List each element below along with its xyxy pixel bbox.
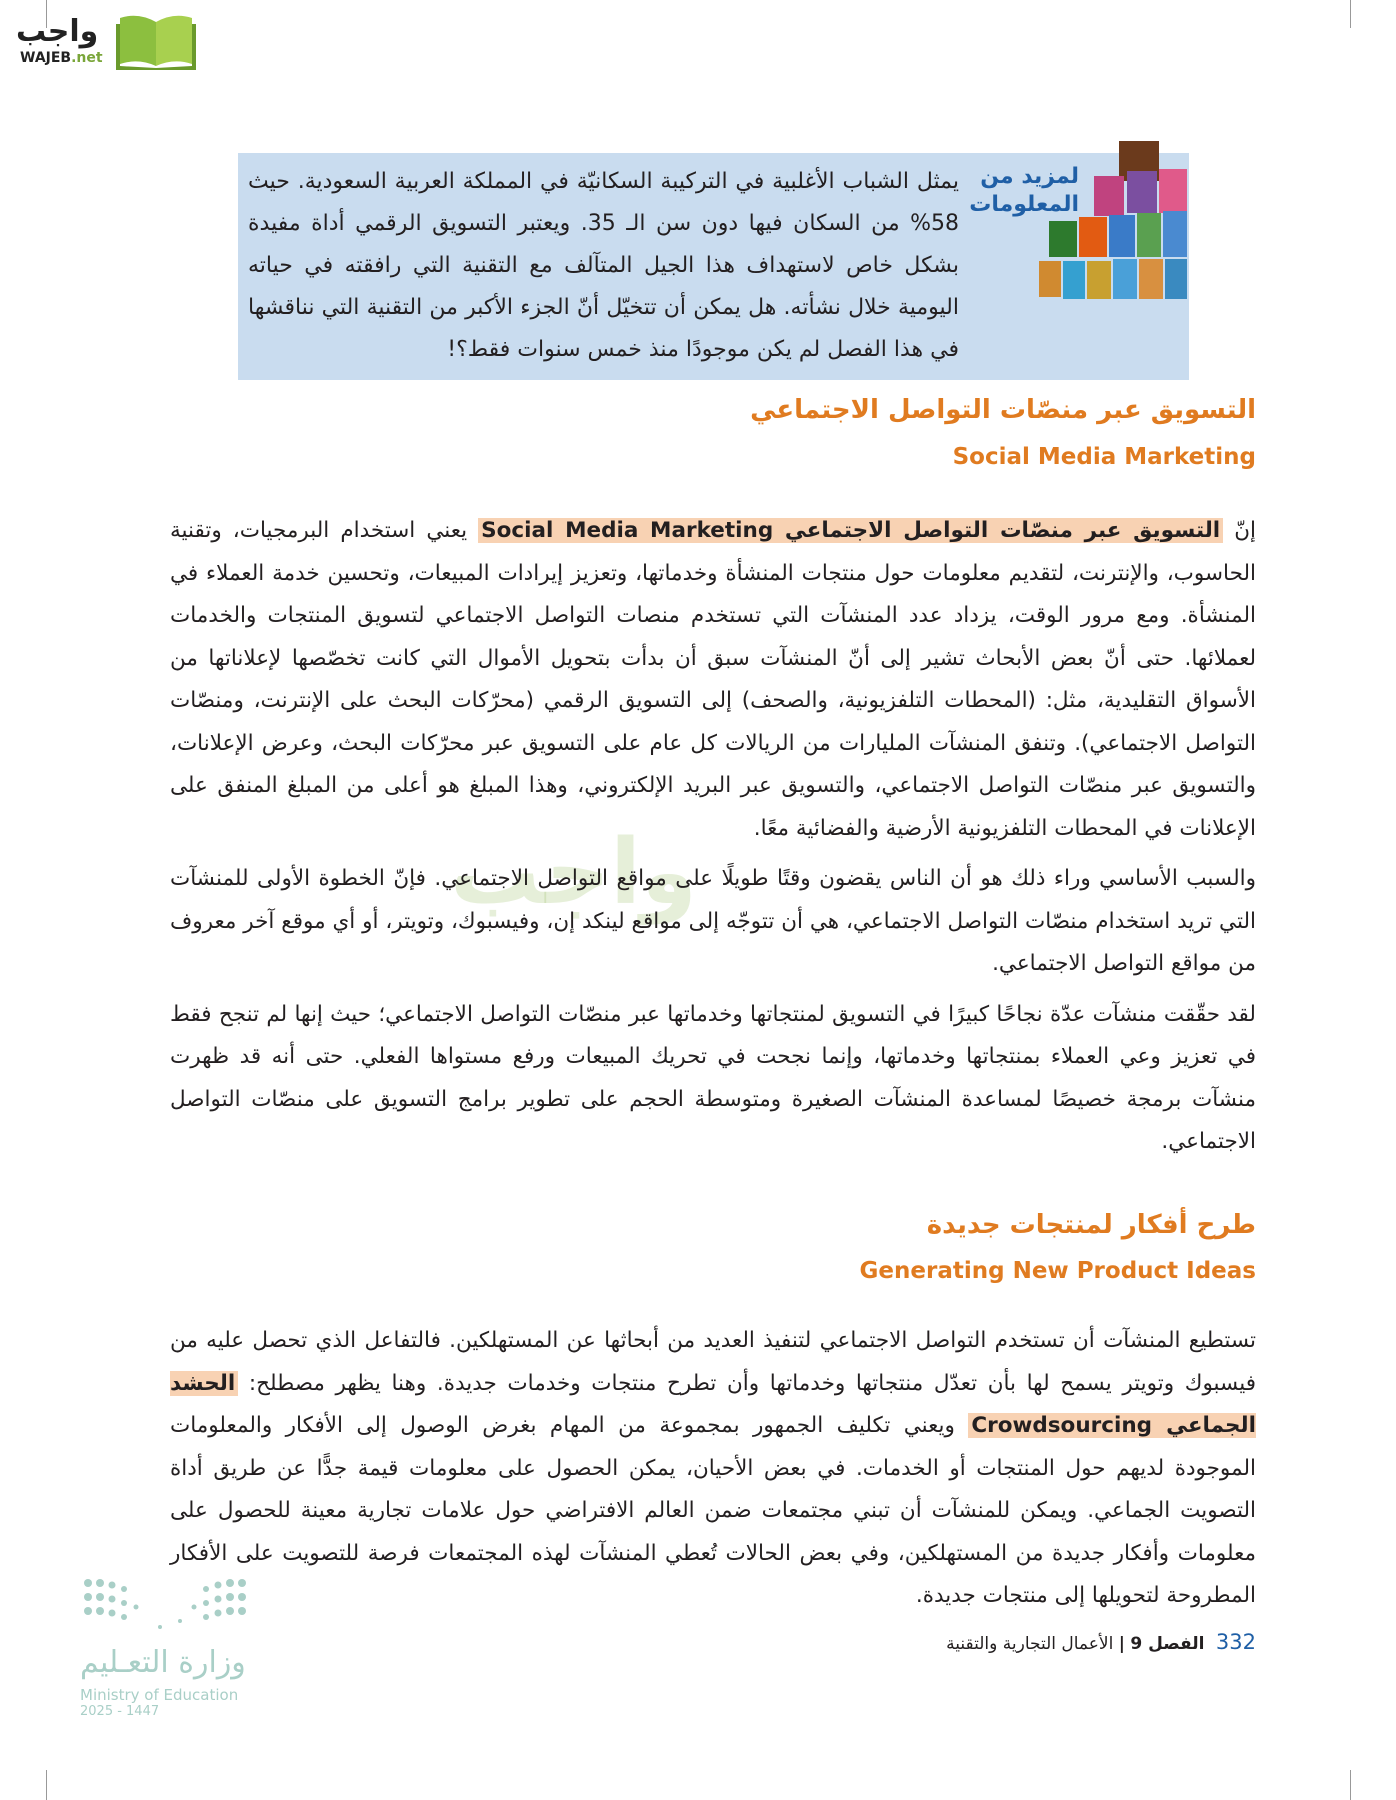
logo-arabic: واجب — [16, 14, 99, 49]
term-highlight: الحشد الجماعي Crowdsourcing — [170, 1370, 1256, 1438]
section-title-arabic: طرح أفكار لمنتجات جديدة — [926, 1210, 1256, 1240]
more-info-box — [238, 153, 1189, 380]
paragraph: لقد حقّقت منشآت عدّة نجاحًا كبيرًا في التسويق لمنتجاتها وخدماتها عبر منصّات التواصل الاجتماعي؛ حيث إنها لم تنجح فقط في تعزيز وعي العملاء بمنتجاتها وخدماتها، وإنما نجحت في تحريك المبيعات ورفع مستواها الفعلي. حتى أنه قد ظهرت منشآت برمجة خصيصًا لمساعدة المنشآت الصغيرة ومتوسطة الحجم على تطوير برامج التسويق على منصّات التواصل الاجتماعي. — [170, 1001, 1256, 1154]
page-number: 332 — [1215, 1630, 1256, 1654]
term-highlight: التسويق عبر منصّات التواصل الاجتماعي Social Media Marketing — [478, 518, 1223, 543]
section-body — [170, 1320, 1256, 1626]
crop-mark — [1350, 0, 1351, 28]
paragraph: تستطيع المنشآت أن تستخدم التواصل الاجتماعي لتنفيذ العديد من أبحاثها عن المستهلكين. فالتفاعل الذي تحصل عليه من فيسبوك وتويتر يسمح لها بأن تعدّل منتجاتها وخدماتها وأن تطرح منتجات وخدمات جديدة. وهنا يظهر مصطلح: الحشد الجماعي Crowdsourcing ويعني تكليف الجمهور بمجموعة من المهام بغرض الوصول إلى الأفكار والمعلومات الموجودة لديهم حول المنتجات أو الخدمات. في بعض الأحيان، يمكن الحصول على معلومات قيمة جدًّا عن طريق أداة التصويت الجماعي. ويمكن للمنشآت أن تبني مجتمعات ضمن العالم الافتراضي حول علامات تجارية معينة للحصول على معلومات وأفكار جديدة من المستهلكين، وفي بعض الحالات تُعطي المنشآت لهذه المجتمعات فرصة للتصويت على الأفكار المطروحة لتحويلها إلى منتجات جديدة. — [170, 1328, 1256, 1608]
chapter-label: الفصل 9 — [1130, 1634, 1205, 1654]
section-title-english: Generating New Product Ideas — [859, 1258, 1256, 1284]
ministry-dots-icon — [80, 1575, 250, 1635]
crop-mark — [46, 1770, 47, 1800]
ministry-name-english: Ministry of Education — [80, 1686, 239, 1704]
section-title-arabic: التسويق عبر منصّات التواصل الاجتماعي — [750, 395, 1256, 425]
wajeb-logo[interactable] — [8, 6, 193, 68]
watermark: واجب — [450, 820, 697, 925]
logo-latin: WAJEB.net — [20, 50, 103, 66]
ministry-logo — [80, 1575, 255, 1719]
book-icon — [116, 12, 196, 70]
section-body — [170, 510, 1256, 1172]
chapter-title: الأعمال التجارية والتقنية — [946, 1634, 1114, 1654]
ministry-year: 2025 - 1447 — [80, 1704, 160, 1719]
section-title-english: Social Media Marketing — [952, 444, 1256, 470]
ministry-name-arabic: وزارة التعـليم — [80, 1645, 246, 1680]
paragraph: والسبب الأساسي وراء ذلك هو أن الناس يقضون وقتًا طويلًا على مواقع التواصل الاجتماعي. فإنّ الخطوة الأولى للمنشآت التي تريد استخدام منصّات التواصل الاجتماعي، هي أن تتوجّه إلى مواقع لينكد إن، وفيسبوك، وتويتر، أو أي موقع آخر معروف من مواقع التواصل الاجتماعي. — [170, 866, 1256, 976]
paragraph: إنّ التسويق عبر منصّات التواصل الاجتماعي Social Media Marketing يعني استخدام البرمجيات، وتقنية الحاسوب، والإنترنت، لتقديم معلومات حول منتجات المنشأة وخدماتها، وتعزيز إيرادات المبيعات، وتحسين خدمة العملاء في المنشأة. ومع مرور الوقت، يزداد عدد المنشآت التي تستخدم منصات التواصل الاجتماعي لتسويق المنتجات والخدمات لعملائها. حتى أنّ بعض الأبحاث تشير إلى أنّ المنشآت سبق أن بدأت بتحويل الأموال التي كانت تخصّصها لإعلاناتها من الأسواق التقليدية، مثل: (المحطات التلفزيونية، والصحف) إلى التسويق الرقمي (محرّكات البحث على الإنترنت، ومنصّات التواصل الاجتماعي). وتنفق المنشآت المليارات من الريالات كل عام على التسويق عبر محرّكات البحث، وعرض الإعلانات، والتسويق عبر منصّات التواصل الاجتماعي، والتسويق عبر البريد الإلكتروني، وهذا المبلغ هو أعلى من المبلغ المنفق على الإعلانات في المحطات التلفزيونية الأرضية والفضائية معًا. — [170, 518, 1256, 841]
separator: | — [1118, 1634, 1125, 1654]
more-info-title: لمزيد من المعلومات — [969, 164, 1079, 217]
crop-mark — [1350, 1770, 1351, 1800]
page-footer — [946, 1630, 1256, 1654]
more-info-text: يمثل الشباب الأغلبية في التركيبة السكانيّة في المملكة العربية السعودية. حيث 58% من السكان فيها دون سن الـ 35. ويعتبر التسويق الرقمي أداة مفيدة بشكل خاص لاستهداف هذا الجيل المتآلف مع التقنية التي رافقته في حياته اليومية خلال نشأته. هل يمكن أن تتخيّل أنّ الجزء الأكبر من التقنية التي نناقشها في هذا الفصل لم يكن موجودًا منذ خمس سنوات فقط؟! — [248, 169, 959, 362]
